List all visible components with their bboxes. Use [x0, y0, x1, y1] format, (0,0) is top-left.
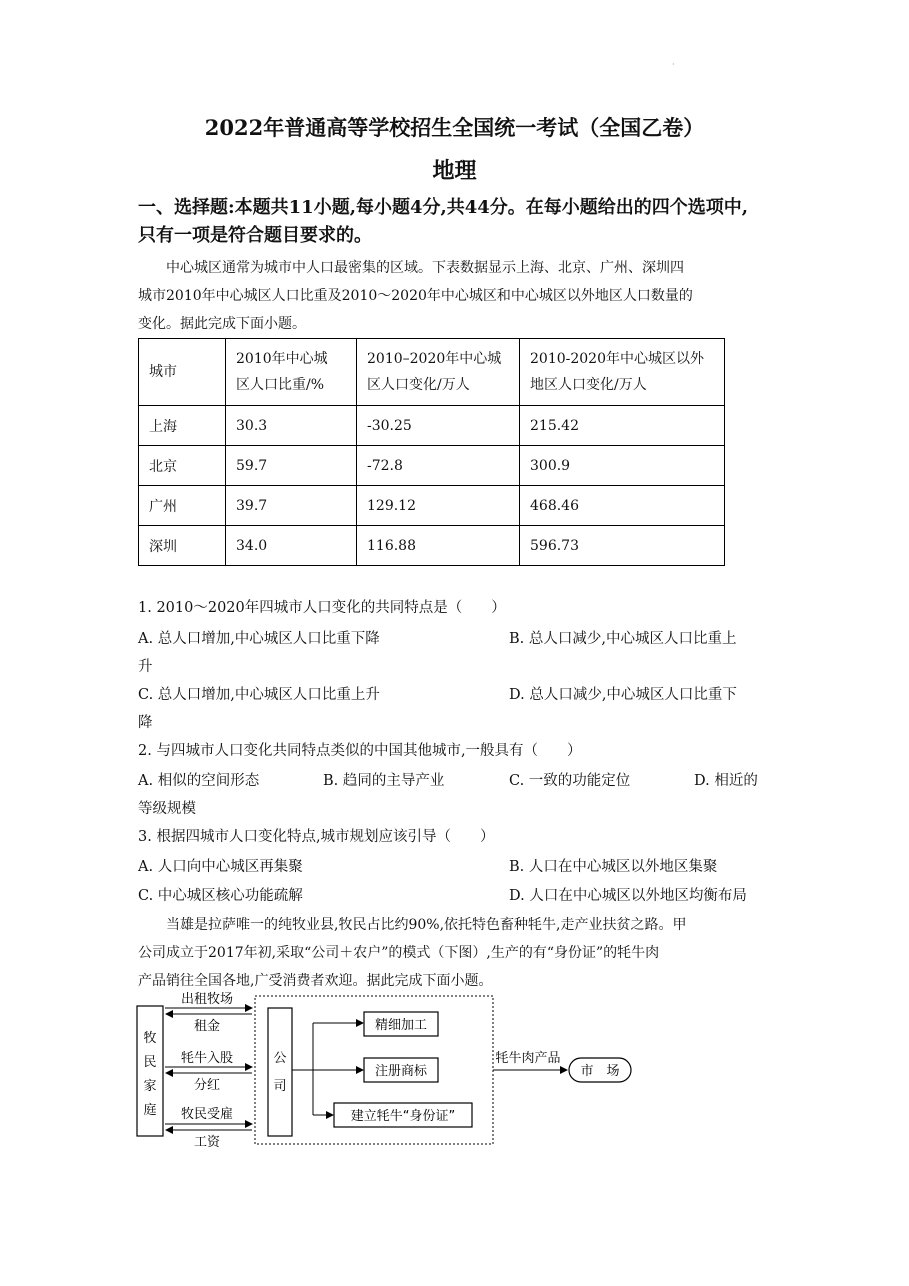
table-header-cell: 2010-2020年中心城区以外 地区人口变化/万人 — [520, 339, 725, 406]
table-cell: 59.7 — [226, 446, 357, 486]
q3-option-c: C. 中心城区核心功能疏解 — [138, 888, 303, 904]
q3-option-d: D. 人口在中心城区以外地区均衡布局 — [509, 888, 747, 904]
company-farmer-model-diagram — [135, 990, 645, 1150]
table-cell: 215.42 — [520, 406, 725, 446]
q2-option-d: D. 相近的 — [694, 773, 758, 789]
q3-stem: 3. 根据四城市人口变化特点,城市规划应该引导（ ） — [138, 829, 495, 845]
q1-option-d-cont: 降 — [138, 715, 153, 731]
table-row — [139, 406, 725, 446]
q3-option-a: A. 人口向中心城区再集聚 — [138, 859, 303, 875]
market-label: 市 场 — [580, 1064, 620, 1079]
task-label: 建立牦牛“身份证” — [350, 1109, 456, 1124]
table-cell: 116.88 — [357, 526, 520, 566]
passage-2 — [138, 911, 770, 995]
passage-2-line3: 产品销往全国各地,广受消费者欢迎。据此完成下面小题。 — [138, 973, 493, 989]
table-header-cell: 2010–2020年中心城 区人口变化/万人 — [357, 339, 520, 406]
q1-option-b-cont: 升 — [138, 659, 153, 675]
arrow-label: 牦牛入股 — [180, 1051, 234, 1066]
q3-option-b: B. 人口在中心城区以外地区集聚 — [509, 859, 718, 875]
table-cell: 北京 — [139, 446, 226, 486]
q2-option-d-cont: 等级规模 — [138, 801, 196, 817]
task-label: 注册商标 — [374, 1064, 428, 1079]
table-cell: 广州 — [139, 486, 226, 526]
herder-char: 民 — [143, 1055, 157, 1070]
exam-title: 2022年普通高等学校招生全国统一考试（全国乙卷） — [204, 115, 705, 140]
herder-char: 家 — [143, 1079, 157, 1094]
q2-option-a: A. 相似的空间形态 — [138, 773, 260, 789]
task-label: 精细加工 — [374, 1018, 428, 1033]
company-box — [268, 1008, 292, 1136]
table-cell: 30.3 — [226, 406, 357, 446]
table-header-cell: 2010年中心城 区人口比重/% — [226, 339, 357, 406]
q2-stem: 2. 与四城市人口变化共同特点类似的中国其他城市,一般具有（ ） — [138, 743, 582, 759]
table-row — [139, 486, 725, 526]
arrow-label: 出租牧场 — [180, 992, 234, 1007]
passage-2-line1: 当雄是拉萨唯一的纯牧业县,牧民占比约90%,依托特色畜种牦牛,走产业扶贫之路。甲 — [138, 917, 687, 933]
passage-1-line3: 变化。据此完成下面小题。 — [138, 316, 306, 332]
section-heading-line2: 只有一项是符合题目要求的。 — [138, 225, 372, 246]
table-row — [139, 446, 725, 486]
passage-1-line1: 中心城区通常为城市中人口最密集的区域。下表数据显示上海、北京、广州、深圳四 — [138, 260, 684, 276]
company-char: 司 — [273, 1079, 287, 1094]
herder-char: 牧 — [143, 1031, 157, 1046]
arrow-label: 工资 — [193, 1135, 221, 1150]
company-char: 公 — [273, 1051, 287, 1066]
passage-1-line2: 城市2010年中心城区人口比重及2010～2020年中心城区和中心城区以外地区人口数量的 — [138, 288, 693, 304]
product-label: 牦牛肉产品 — [495, 1051, 561, 1066]
table-row — [139, 526, 725, 566]
table-cell: 34.0 — [226, 526, 357, 566]
table-cell: 596.73 — [520, 526, 725, 566]
q1-option-a: A. 总人口增加,中心城区人口比重下降 — [138, 631, 380, 647]
q1-option-c: C. 总人口增加,中心城区人口比重上升 — [138, 687, 380, 703]
arrow-label: 分红 — [193, 1078, 221, 1093]
herder-char: 庭 — [143, 1103, 157, 1118]
table-cell: 468.46 — [520, 486, 725, 526]
table-cell: 39.7 — [226, 486, 357, 526]
table-cell: 300.9 — [520, 446, 725, 486]
scan-dot: · — [672, 60, 675, 69]
table-cell: 深圳 — [139, 526, 226, 566]
arrow-label: 租金 — [193, 1019, 221, 1034]
q2-option-c: C. 一致的功能定位 — [509, 773, 631, 789]
arrow-label: 牧民受雇 — [180, 1107, 234, 1122]
q1-option-d: D. 总人口减少,中心城区人口比重下 — [509, 687, 737, 703]
section-heading — [138, 194, 778, 250]
passage-2-line2: 公司成立于2017年初,采取“公司＋农户”的模式（下图）,生产的有“身份证”的牦牛肉 — [138, 945, 660, 961]
table-header-cell: 城市 — [139, 339, 226, 406]
population-table — [138, 338, 725, 566]
table-header-row — [139, 339, 725, 406]
q1-option-b: B. 总人口减少,中心城区人口比重上 — [509, 631, 737, 647]
section-heading-line1: 一、选择题:本题共11小题,每小题4分,共44分。在每小题给出的四个选项中, — [138, 197, 749, 218]
q1-stem: 1. 2010～2020年四城市人口变化的共同特点是（ ） — [138, 600, 506, 616]
q2-option-b: B. 趋同的主导产业 — [323, 773, 445, 789]
table-cell: 上海 — [139, 406, 226, 446]
passage-1 — [138, 254, 770, 338]
table-cell: -30.25 — [357, 406, 520, 446]
table-cell: 129.12 — [357, 486, 520, 526]
table-cell: -72.8 — [357, 446, 520, 486]
subject-title: 地理 — [432, 158, 477, 184]
